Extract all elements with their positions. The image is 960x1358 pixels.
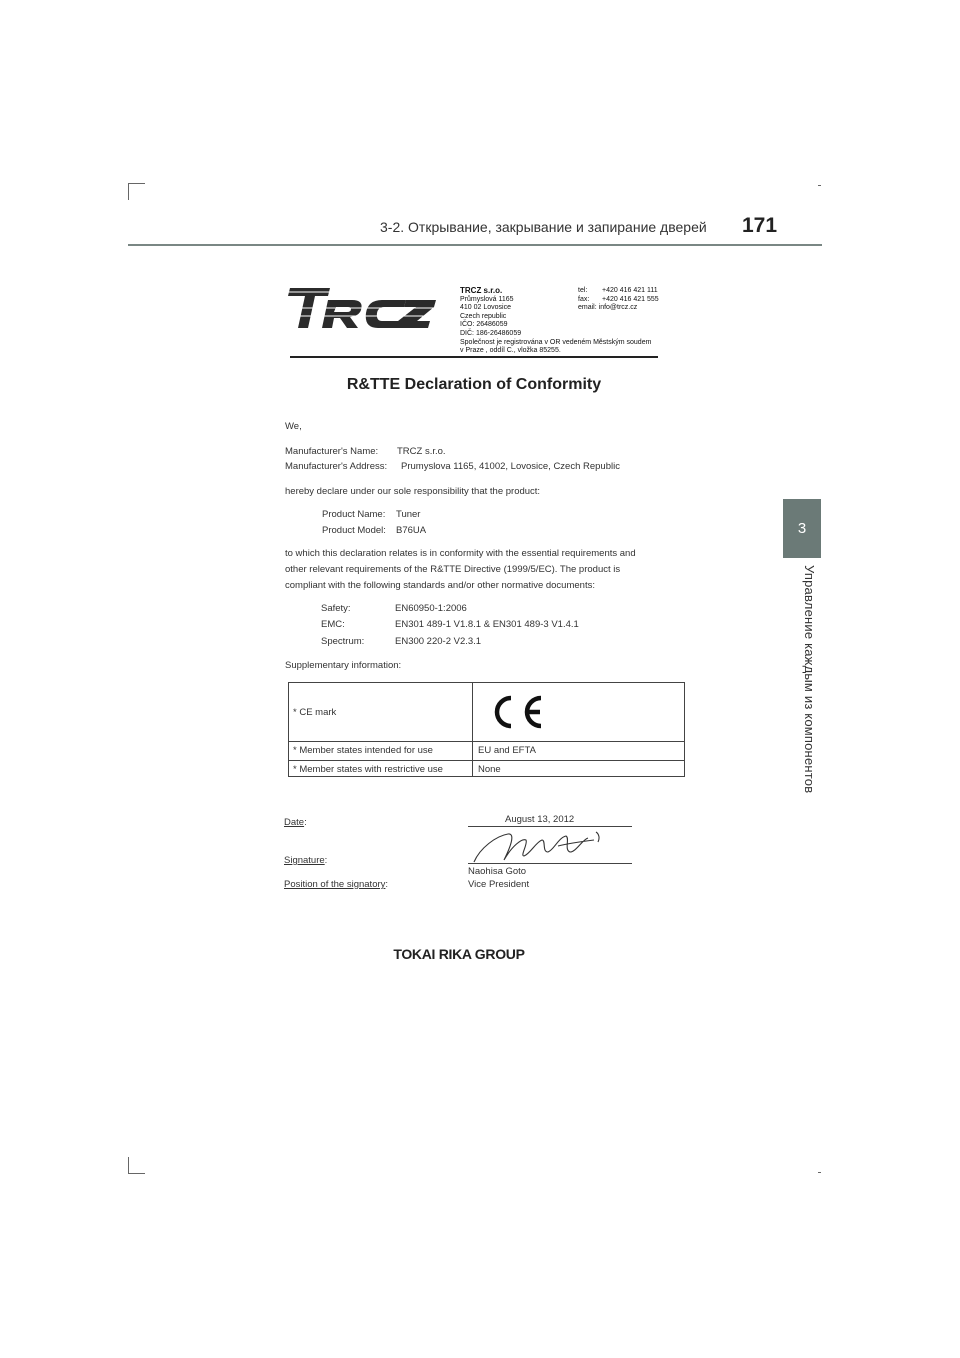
signature-label: Signature: (284, 855, 328, 866)
crop-mark-top-left-v (128, 183, 129, 200)
position-value: Vice President (468, 879, 530, 890)
standard-value-safety: EN60950-1:2006 (395, 603, 467, 614)
product-name: Tuner (396, 509, 421, 520)
tokai-rika-logo: TOKAI RIKA GROUP (393, 946, 525, 962)
date-label: Date: (284, 817, 307, 828)
product-name-label: Product Name: (322, 509, 386, 520)
manufacturer-address: Prumyslova 1165, 41002, Lovosice, Czech Republic (401, 461, 620, 472)
table-cell-value: EU and EFTA (478, 745, 536, 756)
crop-mark-bottom-right (818, 1172, 821, 1173)
supplementary-label: Supplementary information: (285, 660, 402, 671)
product-model-label: Product Model: (322, 525, 386, 536)
table-cell-value: None (478, 764, 501, 775)
manufacturer-address-label: Manufacturer's Address: (285, 461, 388, 472)
manufacturer-name: TRCZ s.r.o. (397, 446, 446, 457)
crop-mark-top-left-h (128, 183, 145, 184)
we-text: We, (285, 421, 302, 432)
standard-value-emc: EN301 489-1 V1.8.1 & EN301 489-3 V1.4.1 (395, 619, 579, 630)
table-cell-label: * Member states with restrictive use (293, 764, 443, 775)
page-number: 171 (742, 214, 778, 237)
header-rule (128, 244, 822, 246)
signature-line (468, 863, 632, 864)
standard-label-spectrum: Spectrum: (321, 636, 365, 647)
standard-value-spectrum: EN300 220-2 V2.3.1 (395, 636, 482, 647)
supplementary-table (288, 682, 685, 777)
chapter-tab: 3 (783, 499, 821, 558)
crop-mark-top-right (818, 185, 821, 186)
standard-label-safety: Safety: (321, 603, 351, 614)
trcz-logo (284, 286, 439, 330)
crop-mark-bottom-left-h (128, 1173, 145, 1174)
document-title: R&TTE Declaration of Conformity (346, 376, 602, 393)
position-label: Position of the signatory: (284, 879, 389, 890)
chapter-title: Управление каждым из компонентов (802, 565, 817, 794)
section-title: 3-2. Открывание, закрывание и запирание дверей (380, 219, 707, 235)
table-row (289, 760, 684, 778)
company-address-block: TRCZ s.r.o. Průmyslová 1165 410 02 Lovosice Czech republic IČO: 26486059 DIČ: 186-26486059 Společnost je registrována v OR vedeném Městským soudem v Praze , oddíl C., vložka 85255. (460, 286, 652, 355)
ce-mark-icon (486, 694, 548, 730)
table-row (289, 741, 684, 760)
company-contact-block: tel: +420 416 421 111 fax: +420 416 421 555 email: info@trcz.cz (578, 287, 659, 312)
table-cell-label: * Member states intended for use (293, 745, 433, 756)
product-model: B76UA (396, 525, 427, 536)
signature-image (466, 826, 606, 866)
manufacturer-name-label: Manufacturer's Name: (285, 446, 379, 457)
conformity-line-1: to which this declaration relates is in conformity with the essential requirements and (285, 548, 636, 559)
table-cell-label: * CE mark (293, 707, 337, 718)
date-value: August 13, 2012 (505, 814, 575, 825)
signatory-name: Naohisa Goto (468, 866, 527, 877)
crop-mark-bottom-left-v (128, 1157, 129, 1174)
declare-text: hereby declare under our sole responsibility that the product: (285, 486, 541, 497)
conformity-line-3: compliant with the following standards and/or other normative documents: (285, 580, 595, 591)
letterhead-rule (290, 356, 658, 358)
conformity-line-2: other relevant requirements of the R&TTE Directive (1999/5/EC). The product is (285, 564, 621, 575)
standard-label-emc: EMC: (321, 619, 345, 630)
